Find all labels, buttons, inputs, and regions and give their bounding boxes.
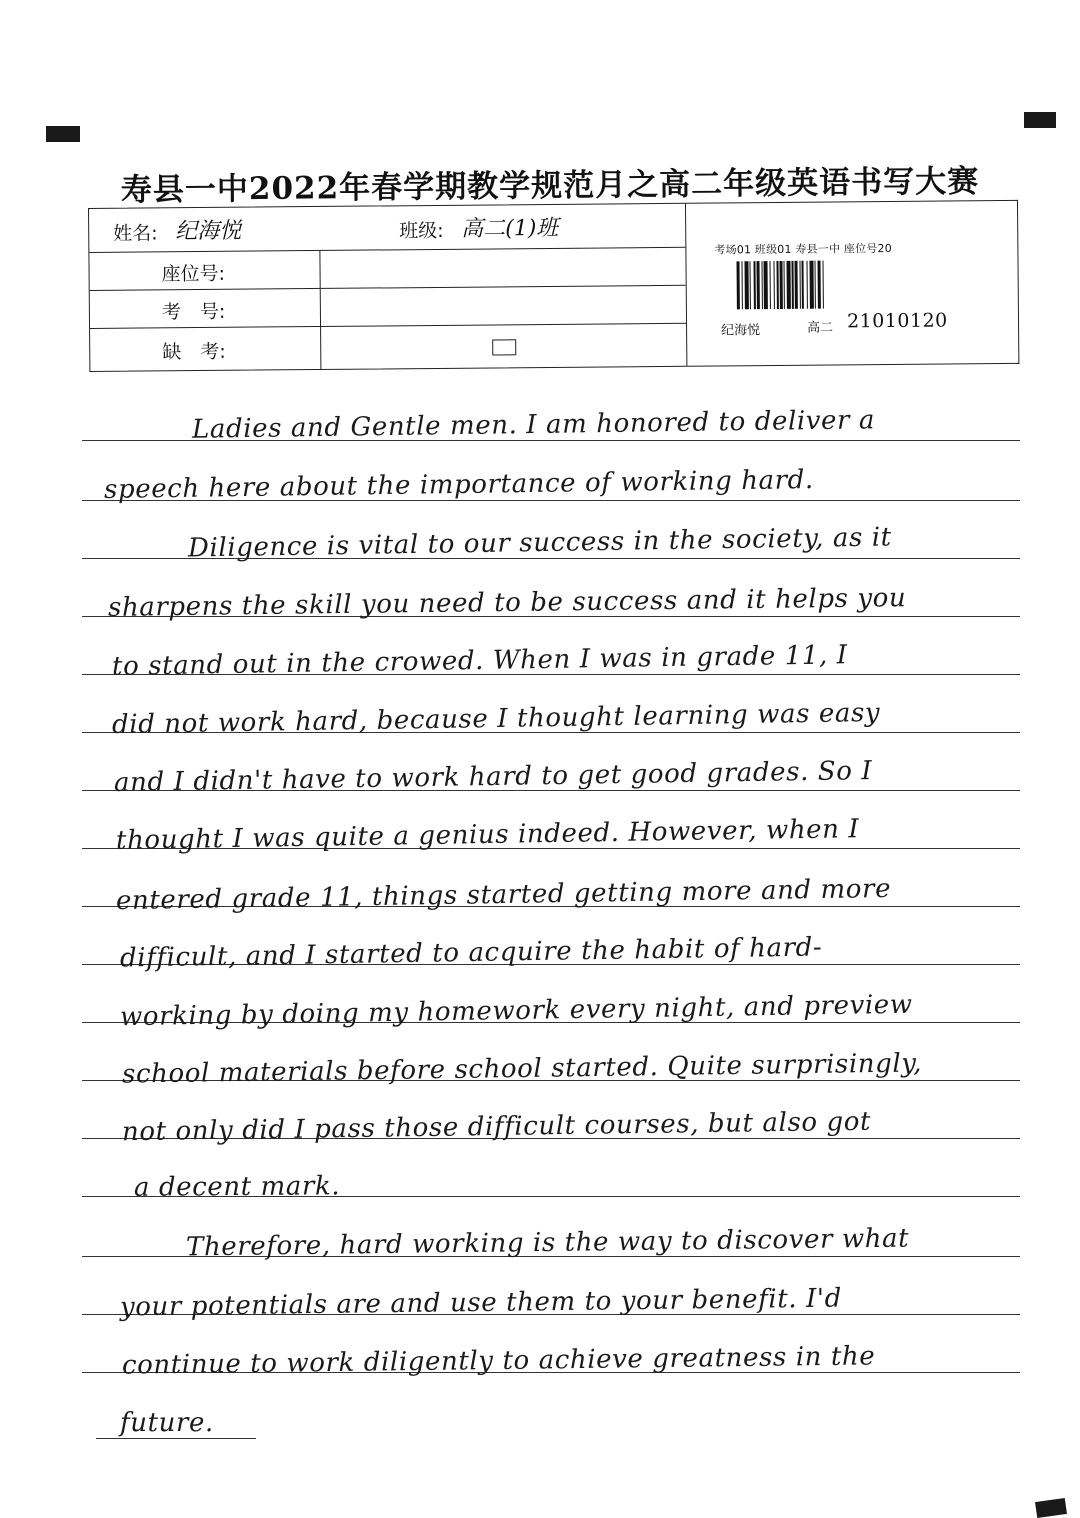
class-label: 班级: (399, 219, 444, 243)
essay-line: entered grade 11, things started getting more and more (115, 873, 892, 917)
name-label: 姓名: (113, 222, 158, 245)
barcode-student-name: 纪海悦 (721, 323, 761, 339)
barcode-grade: 高二 (807, 320, 834, 336)
essay-line: did not work hard, because I thought learning was easy (111, 697, 881, 741)
seat-label: 座位号: (161, 262, 226, 286)
essay-line: difficult, and I started to acquire the habit of hard- (119, 932, 823, 974)
absent-label: 缺 考: (162, 340, 226, 364)
essay-line: Therefore, hard working is the way to discover what (185, 1223, 910, 1263)
essay-line: thought I was quite a genius indeed. However, when I (115, 814, 860, 856)
essay-line: Diligence is vital to our success in the society, as it (187, 522, 892, 564)
essay-line: future. (120, 1408, 214, 1438)
essay-line: continue to work diligently to achieve greatness in the (121, 1341, 876, 1381)
essay-line: a decent mark. (133, 1171, 341, 1203)
barcode-info-line: 考场01 班级01 寿县一中 座位号20 (714, 241, 892, 257)
barcode-number: 21010120 (846, 309, 948, 333)
name-value: 纪海悦 (175, 218, 242, 245)
essay-line: and I didn't have to work hard to get good grades. So I (113, 756, 873, 798)
essay-line: Ladies and Gentle men. I am honored to deliver a (191, 405, 876, 445)
essay-line: not only did I pass those difficult courses, but also got (121, 1106, 872, 1148)
essay-line: to stand out in the crowed. When I was in grade 11, I (111, 640, 848, 682)
essay-line: sharpens the skill you need to be success and it helps you (107, 583, 907, 623)
essay-line: speech here about the importance of working hard. (103, 465, 815, 505)
exam-number-label: 考 号: (161, 300, 226, 324)
essay-line: your potentials are and use them to your benefit. I'd (119, 1283, 843, 1323)
writing-rule-line (96, 1438, 256, 1439)
essay-line: school materials before school started. Quite surprisingly, (121, 1048, 923, 1090)
essay-line: working by doing my homework every night, and preview (119, 989, 913, 1033)
class-value: 高二(1)班 (461, 215, 559, 242)
exam-title: 寿县一中2022年春学期教学规范月之高二年级英语书写大赛 (120, 163, 980, 209)
